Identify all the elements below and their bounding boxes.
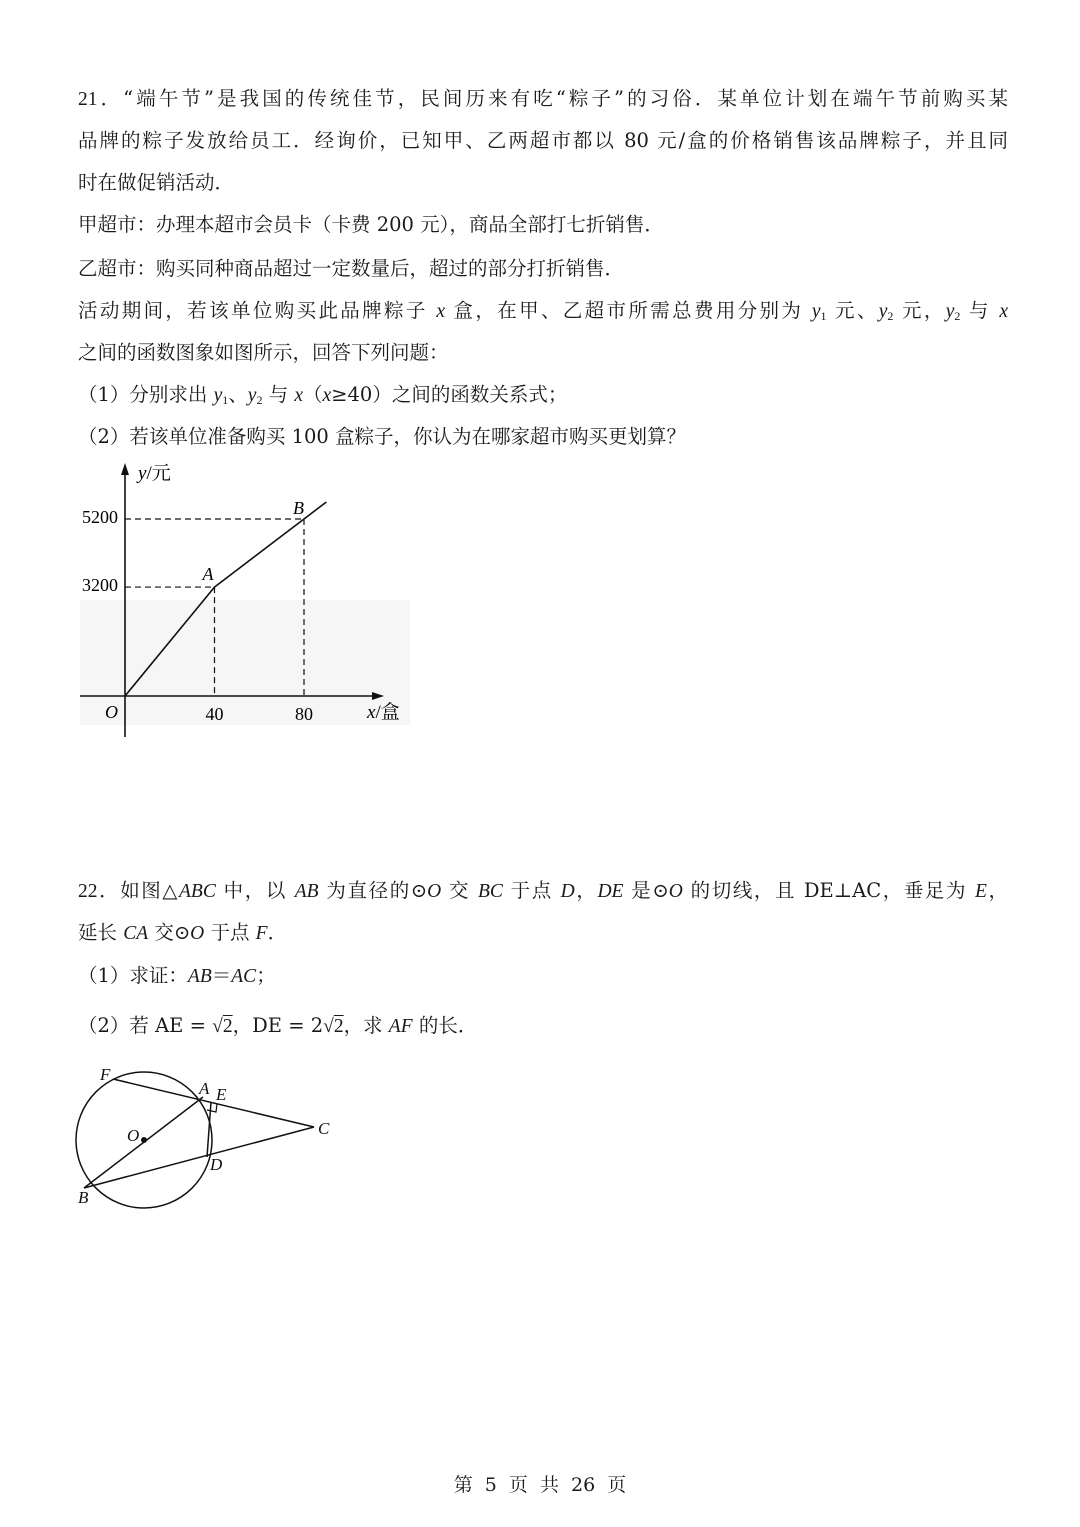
circle-figure <box>70 1060 350 1210</box>
label-f: F <box>100 1065 111 1084</box>
label-o: O <box>127 1126 140 1145</box>
line-fc <box>113 1079 314 1127</box>
label-c: C <box>318 1119 330 1138</box>
q21-number: 21 <box>78 89 98 110</box>
label-a: A <box>199 1079 210 1098</box>
q21-line-5: 乙超市：购买同种商品超过一定数量后，超过的部分打折销售． <box>78 257 625 280</box>
graph-background <box>80 600 410 725</box>
y-tick-5200: 5200 <box>82 507 118 528</box>
function-graph <box>60 455 420 755</box>
y-axis-label: y/元 <box>138 463 171 484</box>
label-e: E <box>216 1085 227 1104</box>
q22-line-1: 22．如图△ABC 中，以 AB 为直径的⊙O 交 BC 于点 D，DE 是⊙O 的切线，且 DE⊥AC，垂足为 E， <box>78 879 1008 902</box>
x-tick-80: 80 <box>295 704 313 724</box>
q21-line-7: 之间的函数图象如图所示，回答下列问题： <box>78 341 449 364</box>
x-tick-40: 40 <box>205 704 224 724</box>
q21-line-3: 时在做促销活动． <box>78 171 235 194</box>
q21-line-2: 品牌的粽子发放给员工．经询价，已知甲、乙两超市都以 80 元/盒的价格销售该品牌粽子，并且同 <box>78 129 1008 152</box>
q21-part-1: （1）分别求出 $y_1$、$y_2$ 与 x（x≥40）之间的函数关系式； <box>78 383 568 407</box>
point-a-label: A <box>202 564 214 585</box>
q22-part-2: （2）若 AE = √2，DE = 2√2，求 AF 的长． <box>78 1014 478 1037</box>
y-axis-arrow <box>121 463 129 475</box>
center-point <box>141 1137 147 1143</box>
point-b-label: B <box>293 498 304 518</box>
label-d: D <box>210 1155 223 1174</box>
sqrt-2-b: √2 <box>323 1016 344 1037</box>
q21-line-1: 21．“端午节”是我国的传统佳节，民间历来有吃“粽子”的习俗．某单位计划在端午节前购买某 <box>78 87 1008 110</box>
sqrt-2-a: √2 <box>212 1016 233 1037</box>
q22-part-1: （1）求证：AB＝AC； <box>78 964 276 987</box>
y-tick-3200: 3200 <box>82 575 118 596</box>
x-axis-label: x/盒 <box>367 702 400 723</box>
q21-part-2: （2）若该单位准备购买 100 盒粽子，你认为在哪家超市购买更划算？ <box>78 425 687 448</box>
origin-label: O <box>105 702 118 722</box>
q22-line-2: 延长 CA 交⊙O 于点 F． <box>78 921 288 944</box>
q21-line-4: 甲超市：办理本超市会员卡（卡费 200 元），商品全部打七折销售． <box>78 213 664 236</box>
right-angle-mark <box>207 1104 217 1112</box>
label-b: B <box>78 1188 89 1207</box>
q22-number: 22 <box>78 881 98 902</box>
q21-line-6: 活动期间，若该单位购买此品牌粽子 x 盒，在甲、乙超市所需总费用分别为 $y_1$ 元、$y_2$ 元，$y_2$ 与 x <box>78 299 1008 323</box>
page-footer: 第 5 页 共 26 页 <box>453 1474 627 1496</box>
